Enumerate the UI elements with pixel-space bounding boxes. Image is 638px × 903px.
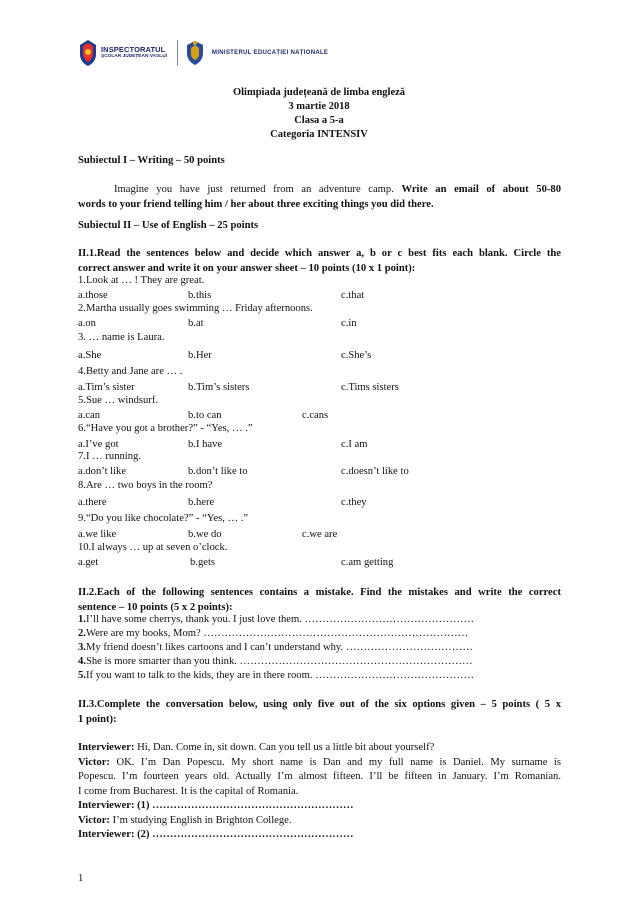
ex1-question-7: 7.I … running. [78, 451, 141, 462]
ex1-question-10: 10.I always … up at seven o’clock. [78, 542, 228, 553]
dialogue-text-5: ………………………………………………… [149, 800, 354, 811]
dialogue-line-1 [78, 741, 561, 756]
title-line-3: Clasa a 5-a [294, 115, 344, 126]
ex1-q7-option-c: c.doesn’t like to [341, 466, 409, 477]
ex1-q6-option-c: c.I am [341, 439, 368, 450]
ex1-q3-option-b: b.Her [188, 350, 212, 361]
ex1-q2-option-c: c.in [341, 318, 357, 329]
ex3-instruction-line-2: 1 point): [78, 714, 117, 725]
subject1-task-bold-2: words to your friend telling him / her about three exciting things you did there. [78, 199, 434, 210]
ex2-number-5: 5. [78, 670, 86, 681]
ex1-q3-option-c: c.She’s [341, 350, 372, 361]
ex2-number-2: 2. [78, 628, 86, 639]
ex1-q8-option-b: b.here [188, 497, 215, 508]
ex1-q2-option-b: b.at [188, 318, 204, 329]
ex2-text-4: She is more smarter than you think. ………………………………………………………… [85, 656, 473, 667]
dialogue-line-7 [78, 828, 561, 843]
dialogue-text-7: ………………………………………………… [149, 829, 354, 840]
ex2-number-1: 1. [78, 614, 86, 625]
page-number: 1 [78, 873, 84, 884]
ex3-instruction-line-1: II.3.Complete the conversation below, using only five out of the six options given – 5 points ( 5 x [78, 699, 561, 710]
subject1-task [78, 182, 561, 212]
ex1-q4-option-a: a.Tim’s sister [78, 382, 135, 393]
dialogue-text-1: Hi, Dan. Come in, sit down. Can you tell us a little bit about yourself? [134, 742, 435, 753]
ex1-q9-option-b: b.we do [188, 529, 222, 540]
title-line-2: 3 martie 2018 [288, 101, 350, 112]
ex1-q9-option-c: c.we are [302, 529, 338, 540]
ex1-question-2: 2.Martha usually goes swimming … Friday afternoons. [78, 303, 313, 314]
dialogue-text-6: I’m studying English in Brighton College. [109, 814, 292, 826]
dialogue-speaker-2: Victor: [78, 756, 110, 768]
ex1-q5-option-b: b.to can [188, 410, 222, 421]
dialogue-line-4: I come from Bucharest. It is the capital of Romania. [78, 785, 299, 797]
ex1-question-8: 8.Are … two boys in the room? [78, 480, 213, 491]
ex2-number-3: 3. [78, 642, 86, 653]
inspectorate-emblem-icon [78, 39, 98, 67]
title-line-4: Categoria INTENSIV [270, 129, 368, 140]
dialogue-speaker-6: Victor: [78, 814, 110, 826]
ex1-instruction-line-2: correct answer and write it on your answer sheet – 10 points (10 x 1 point): [78, 263, 416, 274]
ex1-q7-option-a: a.don’t like [78, 466, 127, 477]
logo-right-text: MINISTERUL EDUCAȚIEI NAȚIONALE [212, 50, 329, 56]
ex1-q5-option-a: a.can [78, 410, 101, 421]
ex1-question-4: 4.Betty and Jane are … . [78, 366, 183, 377]
ex1-q5-option-c: c.cans [302, 410, 329, 421]
ex2-sentence-3 [78, 641, 473, 655]
ex3-instruction [78, 697, 561, 727]
ex1-q10-option-c: c.am getting [341, 557, 394, 568]
logo-left-title: INSPECTORATUL [101, 44, 166, 54]
ex2-sentence-2 [78, 627, 468, 641]
dialogue-speaker-7: Interviewer: (2) [78, 829, 150, 840]
header-divider [177, 40, 178, 66]
dialogue-speaker-1: Interviewer: [78, 742, 135, 753]
ex1-question-5: 5.Sue … windsurf. [78, 395, 159, 406]
dialogue-line-6 [78, 814, 561, 829]
dialogue-line-3: Popescu. I’m fourteen years old. Actually I’m almost fifteen. I’ll be fifteen in January. I’m Romanian. [78, 771, 561, 782]
ex1-q7-option-b: b.don’t like to [188, 466, 248, 477]
subject1-heading: Subiectul I – Writing – 50 points [78, 155, 225, 166]
ex1-question-6: 6.“Have you got a brother?” - “Yes, … .” [78, 423, 253, 434]
dialogue-text-2: OK. I’m Dan Popescu. My short name is Dan and my full name is Daniel. My surname is [109, 756, 561, 768]
ex1-q10-option-a: a.get [78, 557, 99, 568]
ex2-text-2: Were are my books, Mom? ………………………………………………………………… [85, 628, 469, 639]
subject1-task-bold-1: Write an email of about 50-80 [401, 184, 561, 195]
ex1-q8-option-c: c.they [341, 497, 367, 508]
ex2-sentence-5 [78, 669, 474, 683]
subject1-task-plain: Imagine you have just returned from an adventure camp. [114, 184, 402, 195]
ex1-q10-option-b: b.gets [190, 557, 216, 568]
ex2-instruction-line-2: sentence – 10 points (5 x 2 points): [78, 602, 233, 613]
ex1-instruction-line-1: II.1.Read the sentences below and decide which answer a, b or c best fits each blank. Circle the [78, 248, 561, 259]
ex1-q1-option-b: b.this [188, 290, 212, 301]
ex1-q9-option-a: a.we like [78, 529, 117, 540]
subject2-heading: Subiectul II – Use of English – 25 points [78, 220, 259, 231]
ex1-q4-option-c: c.Tims sisters [341, 382, 399, 393]
ex2-text-3: My friend doesn’t likes cartoons and I can’t understand why. ……………………………… [85, 642, 473, 653]
dialogue-line-5 [78, 799, 561, 814]
ex2-text-5: If you want to talk to the kids, they are in there room. ……………………………………… [85, 670, 475, 681]
dialogue-line-2 [78, 756, 561, 771]
logo-left-subtitle: ȘCOLAR JUDEȚEAN VASLUI [101, 54, 168, 60]
dialogue-speaker-5: Interviewer: (1) [78, 800, 150, 811]
ex1-q6-option-a: a.I’ve got [78, 439, 119, 450]
ex1-question-3: 3. … name is Laura. [78, 332, 165, 343]
ex1-question-1: 1.Look at … ! They are great. [78, 275, 205, 286]
ex1-q1-option-a: a.those [78, 290, 108, 301]
ex2-text-1: I’ll have some cherrys, thank you. I just love them. ………………………………………… [85, 614, 475, 625]
ex2-sentence-1 [78, 613, 474, 627]
ex1-q6-option-b: b.I have [188, 439, 223, 450]
ex1-q8-option-a: a.there [78, 497, 107, 508]
ex2-instruction [78, 585, 561, 615]
ex2-instruction-line-1: II.2.Each of the following sentences contains a mistake. Find the mistakes and write the correct [78, 587, 561, 598]
ex1-q2-option-a: a.on [78, 318, 96, 329]
romania-crest-icon [184, 39, 206, 67]
title-line-1: Olimpiada județeană de limba engleză [232, 87, 406, 98]
ex1-q3-option-a: a.She [78, 350, 102, 361]
ex1-q1-option-c: c.that [341, 290, 365, 301]
ex3-dialogue [78, 741, 561, 843]
ex1-instruction [78, 246, 561, 276]
ex2-sentence-4 [78, 655, 473, 669]
inspectorate-logo [78, 39, 167, 67]
ex1-question-9: 9.“Do you like chocolate?” - “Yes, … .” [78, 513, 249, 524]
ex2-number-4: 4. [78, 656, 86, 667]
ex1-q4-option-b: b.Tim’s sisters [188, 382, 250, 393]
header-logos [78, 36, 328, 70]
